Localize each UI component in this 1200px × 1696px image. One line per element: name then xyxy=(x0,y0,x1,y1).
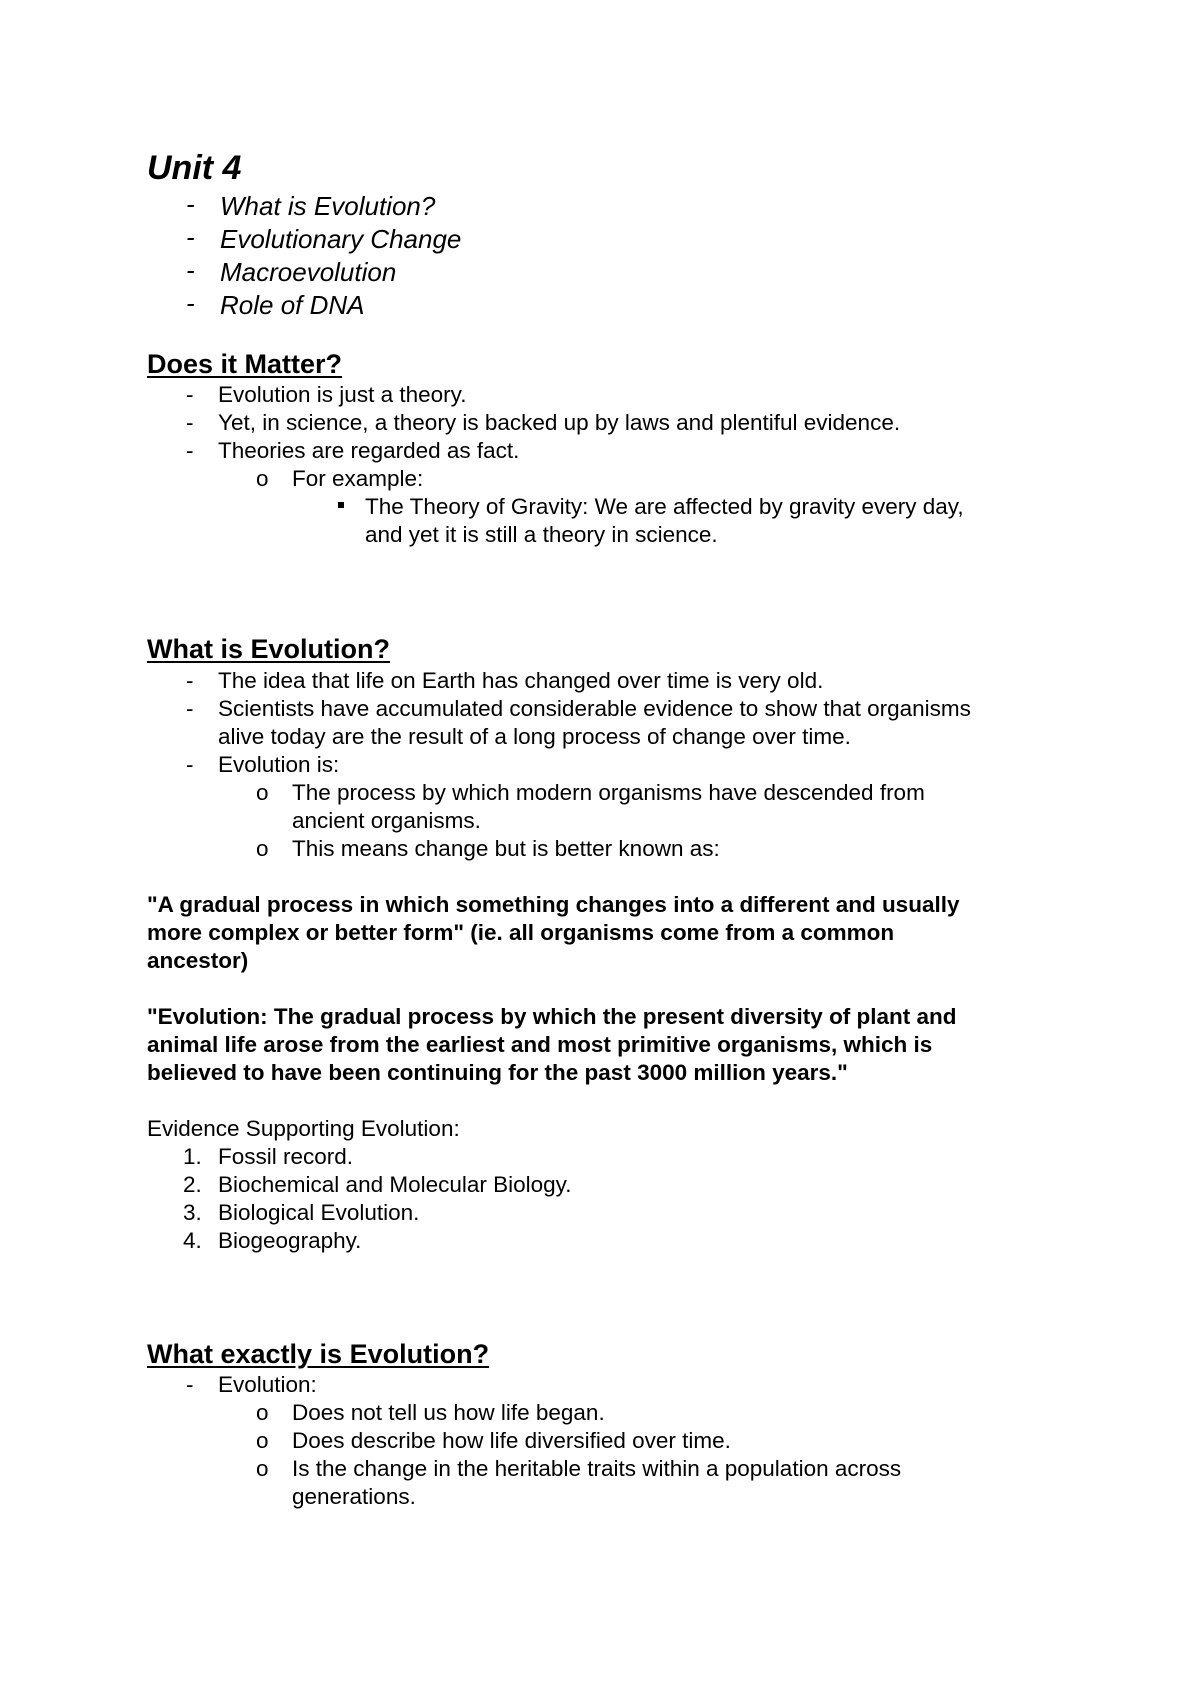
list-number: 3. xyxy=(183,1200,202,1225)
bullet-text: Evolution is just a theory. xyxy=(218,382,467,407)
list-number: 4. xyxy=(183,1228,202,1253)
sub-bullet-text: Does not tell us how life began. xyxy=(292,1400,605,1425)
sub-bullet-text: The process by which modern organisms have descended from xyxy=(292,780,925,805)
circle-marker: o xyxy=(256,1428,269,1453)
list-number: 1. xyxy=(183,1144,202,1169)
dash-marker: - xyxy=(186,1372,194,1397)
square-bullet-icon xyxy=(338,502,344,508)
bullet-text: Yet, in science, a theory is backed up by laws and plentiful evidence. xyxy=(218,410,901,435)
unit-item: Evolutionary Change xyxy=(220,224,462,254)
evidence-item: Fossil record. xyxy=(218,1144,354,1169)
dash-marker: - xyxy=(186,255,195,285)
circle-marker: o xyxy=(256,780,269,805)
sub-bullet-text: Does describe how life diversified over time. xyxy=(292,1428,731,1453)
sub-bullet-text: This means change but is better known as: xyxy=(292,836,720,861)
circle-marker: o xyxy=(256,836,269,861)
definition-quote: "A gradual process in which something changes into a different and usually xyxy=(147,892,960,917)
bullet-text: Evolution: xyxy=(218,1372,317,1397)
unit-item: Macroevolution xyxy=(220,257,397,287)
definition-quote: animal life arose from the earliest and most primitive organisms, which is xyxy=(147,1032,933,1057)
bullet-text: The idea that life on Earth has changed over time is very old. xyxy=(218,668,824,693)
dash-marker: - xyxy=(186,288,195,318)
bullet-text: Evolution is: xyxy=(218,752,340,777)
sub-bullet-text: generations. xyxy=(292,1484,416,1509)
dash-marker: - xyxy=(186,410,194,435)
section-heading-does-it-matter: Does it Matter? xyxy=(147,349,343,379)
circle-marker: o xyxy=(256,1400,269,1425)
circle-marker: o xyxy=(256,466,269,491)
evidence-item: Biogeography. xyxy=(218,1228,362,1253)
dash-marker: - xyxy=(186,668,194,693)
list-number: 2. xyxy=(183,1172,202,1197)
sub-bullet-text: For example: xyxy=(292,466,424,491)
evidence-item: Biochemical and Molecular Biology. xyxy=(218,1172,572,1197)
sub-sub-bullet-text: The Theory of Gravity: We are affected by gravity every day, xyxy=(365,494,964,519)
dash-marker: - xyxy=(186,382,194,407)
definition-quote: believed to have been continuing for the past 3000 million years." xyxy=(147,1060,848,1085)
dash-marker: - xyxy=(186,222,195,252)
dash-marker: - xyxy=(186,696,194,721)
evidence-item: Biological Evolution. xyxy=(218,1200,420,1225)
definition-quote: ancestor) xyxy=(147,948,249,973)
definition-quote: more complex or better form" (ie. all organisms come from a common xyxy=(147,920,895,945)
unit-title: Unit 4 xyxy=(147,149,242,187)
dash-marker: - xyxy=(186,438,194,463)
section-heading-what-exactly: What exactly is Evolution? xyxy=(147,1339,490,1369)
sub-bullet-text: Is the change in the heritable traits within a population across xyxy=(292,1456,902,1481)
evidence-label: Evidence Supporting Evolution: xyxy=(147,1116,460,1141)
section-heading-what-is-evolution: What is Evolution? xyxy=(147,634,390,664)
sub-sub-bullet-text: and yet it is still a theory in science. xyxy=(365,522,718,547)
sub-bullet-text: ancient organisms. xyxy=(292,808,481,833)
bullet-text: Theories are regarded as fact. xyxy=(218,438,520,463)
bullet-text: alive today are the result of a long process of change over time. xyxy=(218,724,851,749)
bullet-text: Scientists have accumulated considerable evidence to show that organisms xyxy=(218,696,971,721)
dash-marker: - xyxy=(186,752,194,777)
dash-marker: - xyxy=(186,189,195,219)
definition-quote: "Evolution: The gradual process by which the present diversity of plant and xyxy=(147,1004,957,1029)
circle-marker: o xyxy=(256,1456,269,1481)
unit-item: What is Evolution? xyxy=(220,191,436,221)
unit-item: Role of DNA xyxy=(220,290,365,320)
